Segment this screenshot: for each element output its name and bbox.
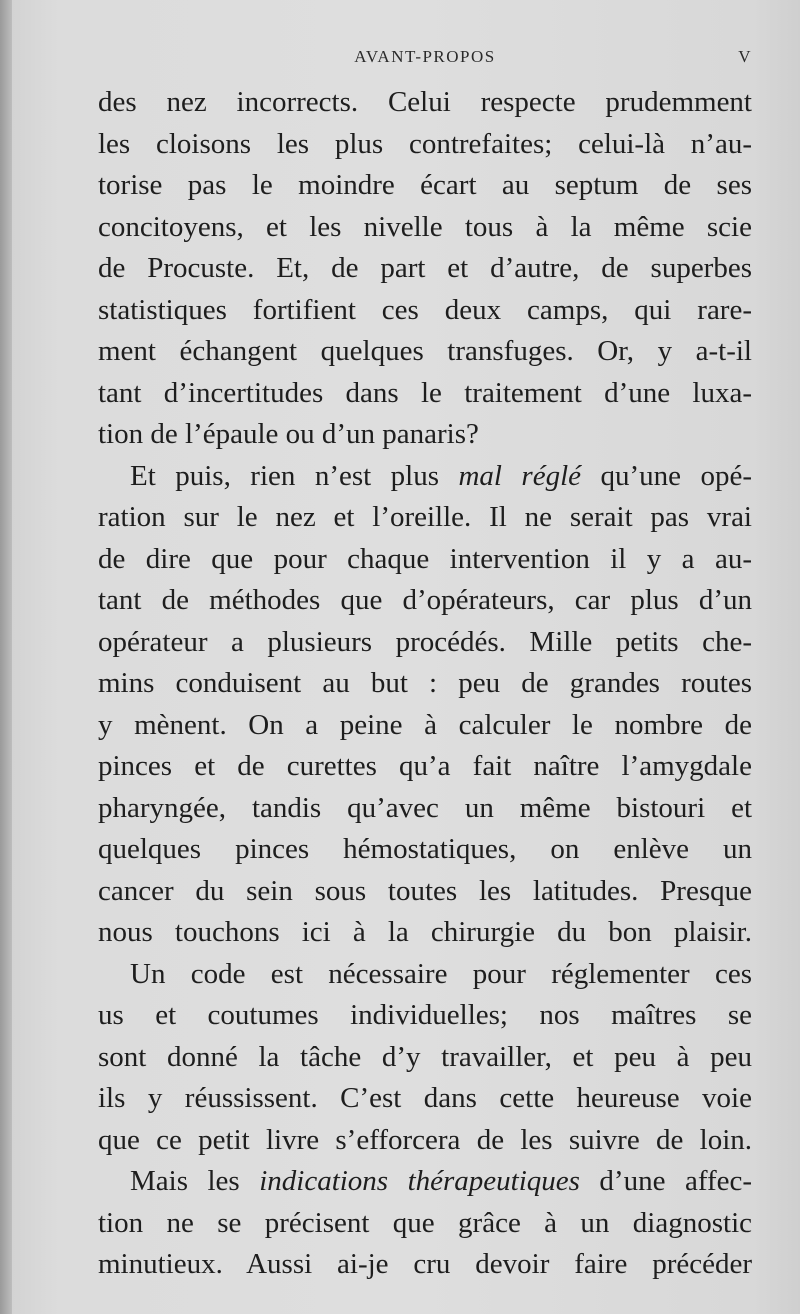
paragraph-end-line: tion de l’épaule ou d’un panaris? xyxy=(98,418,479,450)
italic-phrase: mal réglé xyxy=(458,459,582,492)
paragraph-end-line: que ce petit livre s’efforcera de les suivre de loin. xyxy=(98,1123,752,1156)
text-line: tion ne se précisent que grâce à un diagnostic xyxy=(98,1206,752,1239)
paragraph-start-line: Mais les indications thérapeutiques d’une affec- xyxy=(130,1165,753,1197)
text-line: ration sur le nez et l’oreille. Il ne serait pas vrai xyxy=(98,501,752,533)
text-line: concitoyens, et les nivelle tous à la même scie xyxy=(98,210,752,243)
text-line: opérateur a plusieurs procédés. Mille petits che- xyxy=(98,625,752,658)
text-line: des nez incorrects. Celui respecte prudemment xyxy=(98,86,752,118)
paragraph-start-line: Et puis, rien n’est plus mal réglé qu’une opé- xyxy=(130,459,752,492)
text-line: quelques pinces hémostatiques, on enlève un xyxy=(98,833,752,865)
text-line: ment échangent quelques transfuges. Or, y a-t-il xyxy=(98,335,752,367)
text-line: pinces et de curettes qu’a fait naître l’amygdale xyxy=(98,750,752,782)
text-line: de dire que pour chaque intervention il y a au- xyxy=(98,542,752,575)
text-line: y mènent. On a peine à calculer le nombre de xyxy=(98,708,752,741)
text-line: de Procuste. Et, de part et d’autre, de superbes xyxy=(98,252,752,284)
paragraph-end-line: nous touchons ici à la chirurgie du bon plaisir. xyxy=(98,916,752,948)
text-line: minutieux. Aussi ai-je cru devoir faire précéder xyxy=(98,1248,752,1280)
text-line: torise pas le moindre écart au septum de ses xyxy=(98,169,752,201)
text-line: tant d’incertitudes dans le traitement d’une luxa- xyxy=(98,376,752,409)
page-number: V xyxy=(738,47,752,66)
text-line: statistiques fortifient ces deux camps, qui rare- xyxy=(98,293,752,326)
text-line: pharyngée, tandis qu’avec un même bistouri et xyxy=(98,791,752,824)
page-header xyxy=(98,44,752,72)
text-line: cancer du sein sous toutes les latitudes. Presque xyxy=(98,874,752,907)
italic-phrase: indications thérapeutiques xyxy=(259,1165,580,1197)
text-line: mins conduisent au but : peu de grandes routes xyxy=(98,667,752,699)
text-line: tant de méthodes que d’opérateurs, car plus d’un xyxy=(98,584,752,616)
text-line: les cloisons les plus contrefaites; celui-là n’au- xyxy=(98,127,752,160)
running-head: AVANT-PROPOS xyxy=(354,47,496,66)
body-text xyxy=(98,82,752,1286)
paragraph-start-line: Un code est nécessaire pour réglementer ces xyxy=(130,957,752,990)
text-line: ils y réussissent. C’est dans cette heureuse voie xyxy=(98,1082,752,1114)
page-left-edge xyxy=(0,0,12,1314)
text-line: us et coutumes individuelles; nos maîtres se xyxy=(98,999,752,1031)
text-line: sont donné la tâche d’y travailler, et peu à peu xyxy=(98,1040,752,1073)
